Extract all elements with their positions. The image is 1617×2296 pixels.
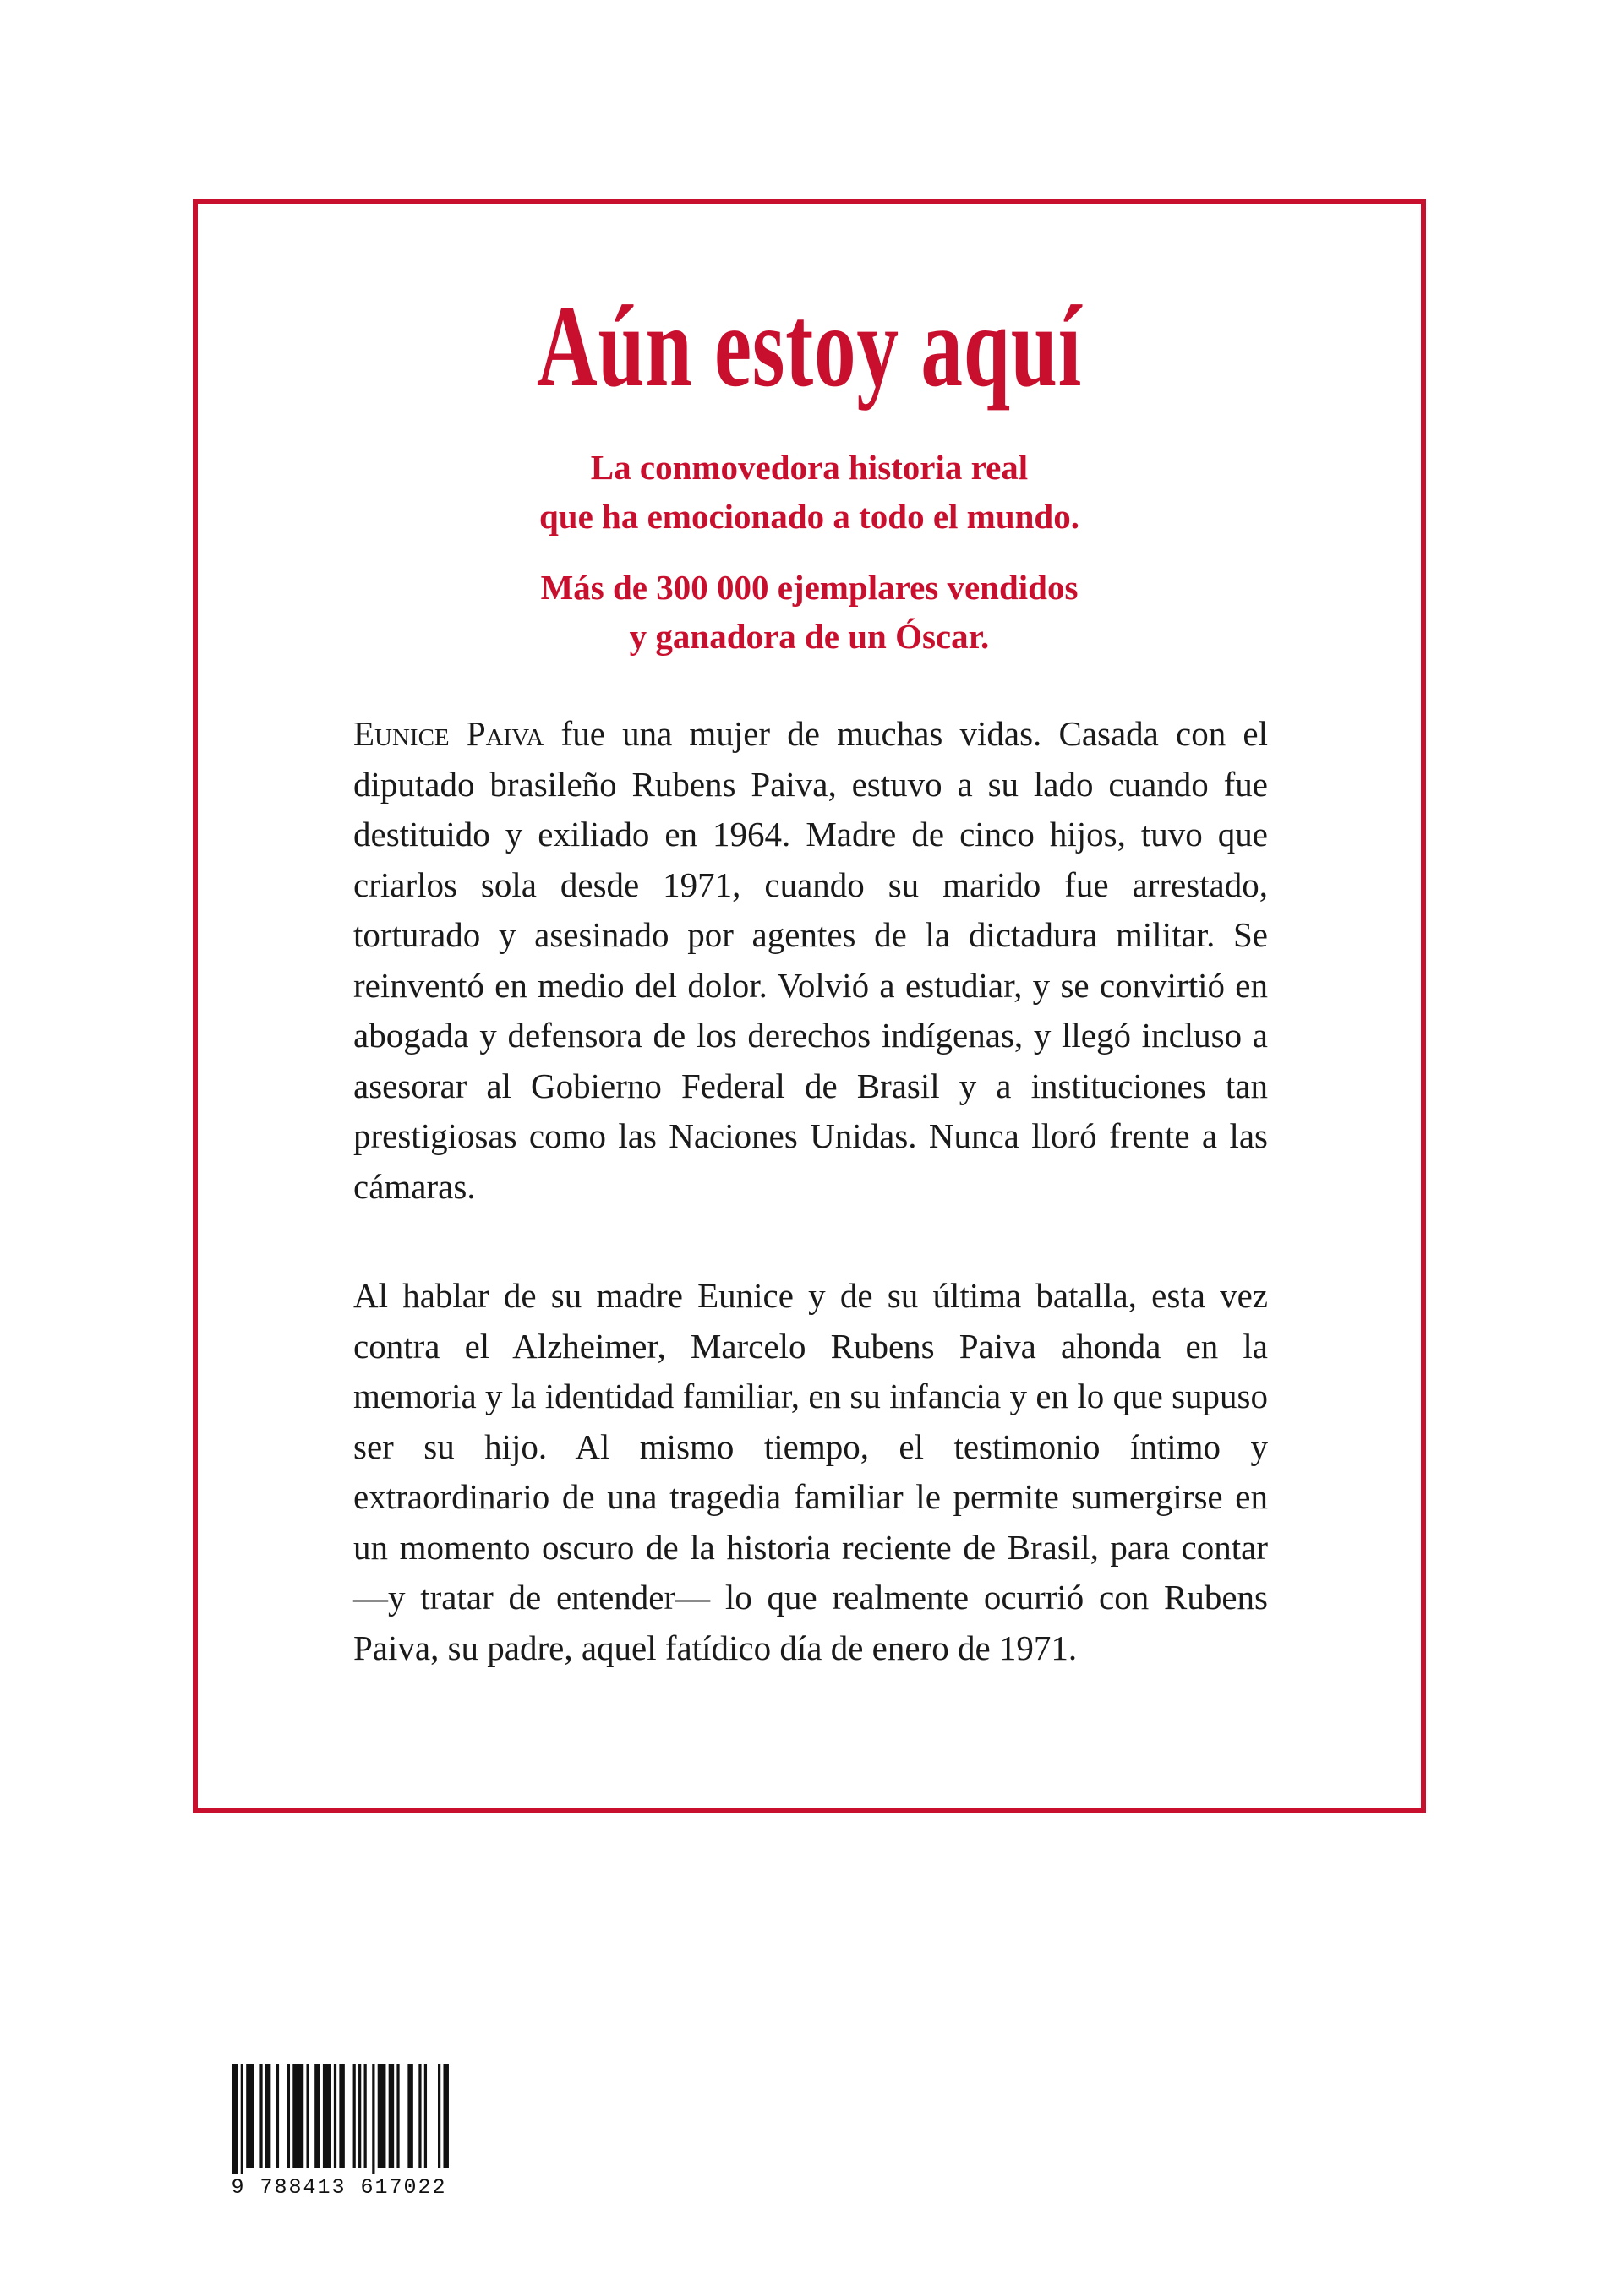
barcode-bar — [246, 2064, 254, 2168]
barcode-bar — [292, 2064, 303, 2168]
tagline-sales — [198, 563, 1421, 661]
barcode-bars-icon — [226, 2064, 452, 2174]
lead-name: Eunice Paiva — [353, 714, 544, 753]
barcode-bar — [276, 2064, 279, 2168]
tagline-sales-line-1: Más de 300 000 ejemplares vendidos — [540, 568, 1079, 607]
barcode-bar — [407, 2064, 412, 2168]
barcode-bar — [364, 2064, 367, 2168]
barcode-bar — [232, 2064, 238, 2174]
barcode-bar — [334, 2064, 336, 2168]
barcode-bar — [378, 2064, 386, 2168]
red-border-frame — [193, 199, 1426, 1813]
barcode-bar — [323, 2064, 331, 2168]
tagline-story-line-1: La conmovedora historia real — [590, 448, 1029, 487]
synopsis-paragraph-2: Al hablar de su madre Eunice y de su última batalla, esta vez contra el Alzheimer, Marcelo Rubens Paiva ahonda en la memoria y la identidad familiar, en su infancia y en lo que supuso ser su hijo. Al mismo tiempo, el testimonio íntimo y extraordinario de una tragedia familiar le permite sumergirse en un momento oscuro de la historia reciente de Brasil, para contar —y tratar de entender— lo que realmente ocurrió con Rubens Paiva, su padre, aquel fatídico día de enero de 1971. — [353, 1276, 1268, 1667]
synopsis-paragraph-1-text: fue una mujer de muchas vidas. Casada con el diputado brasileño Rubens Paiva, estuvo a su lado cuando fue destituido y exiliado en 1964. Madre de cinco hijos, tuvo que criarlos sola desde 1971, cuando su marido fue arrestado, torturado y asesinado por agentes de la dictadura militar. Se reinventó en medio del dolor. Volvió a estudiar, y se convirtió en abogada y defensora de los derechos indígenas, y llegó incluso a asesorar al Gobierno Federal de Brasil y a instituciones tan prestigiosas como las Naciones Unidas. Nunca lloró frente a las cámaras. — [353, 714, 1268, 1206]
barcode-bar — [241, 2064, 243, 2174]
tagline-story — [198, 443, 1421, 541]
barcode-bar — [353, 2064, 356, 2168]
isbn-barcode — [226, 2064, 452, 2200]
barcode-bar — [418, 2064, 421, 2168]
barcode-bar — [438, 2064, 440, 2168]
isbn-digits: 9 788413 617022 — [231, 2175, 447, 2200]
barcode-bar — [389, 2064, 394, 2168]
book-title: Aún estoy aquí — [536, 281, 1083, 411]
barcode-bar — [396, 2064, 399, 2168]
tagline-story-line-2: que ha emocionado a todo el mundo. — [538, 497, 1079, 536]
barcode-bar — [339, 2064, 344, 2168]
barcode-bar — [358, 2064, 361, 2168]
barcode-bar — [287, 2064, 290, 2168]
synopsis-paragraph-1 — [353, 709, 1268, 1212]
barcode-bar — [372, 2064, 374, 2174]
barcode-bar — [265, 2064, 270, 2168]
tagline-sales-line-2: y ganadora de un Óscar. — [629, 617, 990, 656]
barcode-bar — [306, 2064, 309, 2168]
barcode-bar — [443, 2064, 448, 2168]
barcode-bar — [314, 2064, 320, 2168]
barcode-bar — [259, 2064, 262, 2168]
barcode-bar — [424, 2064, 427, 2168]
